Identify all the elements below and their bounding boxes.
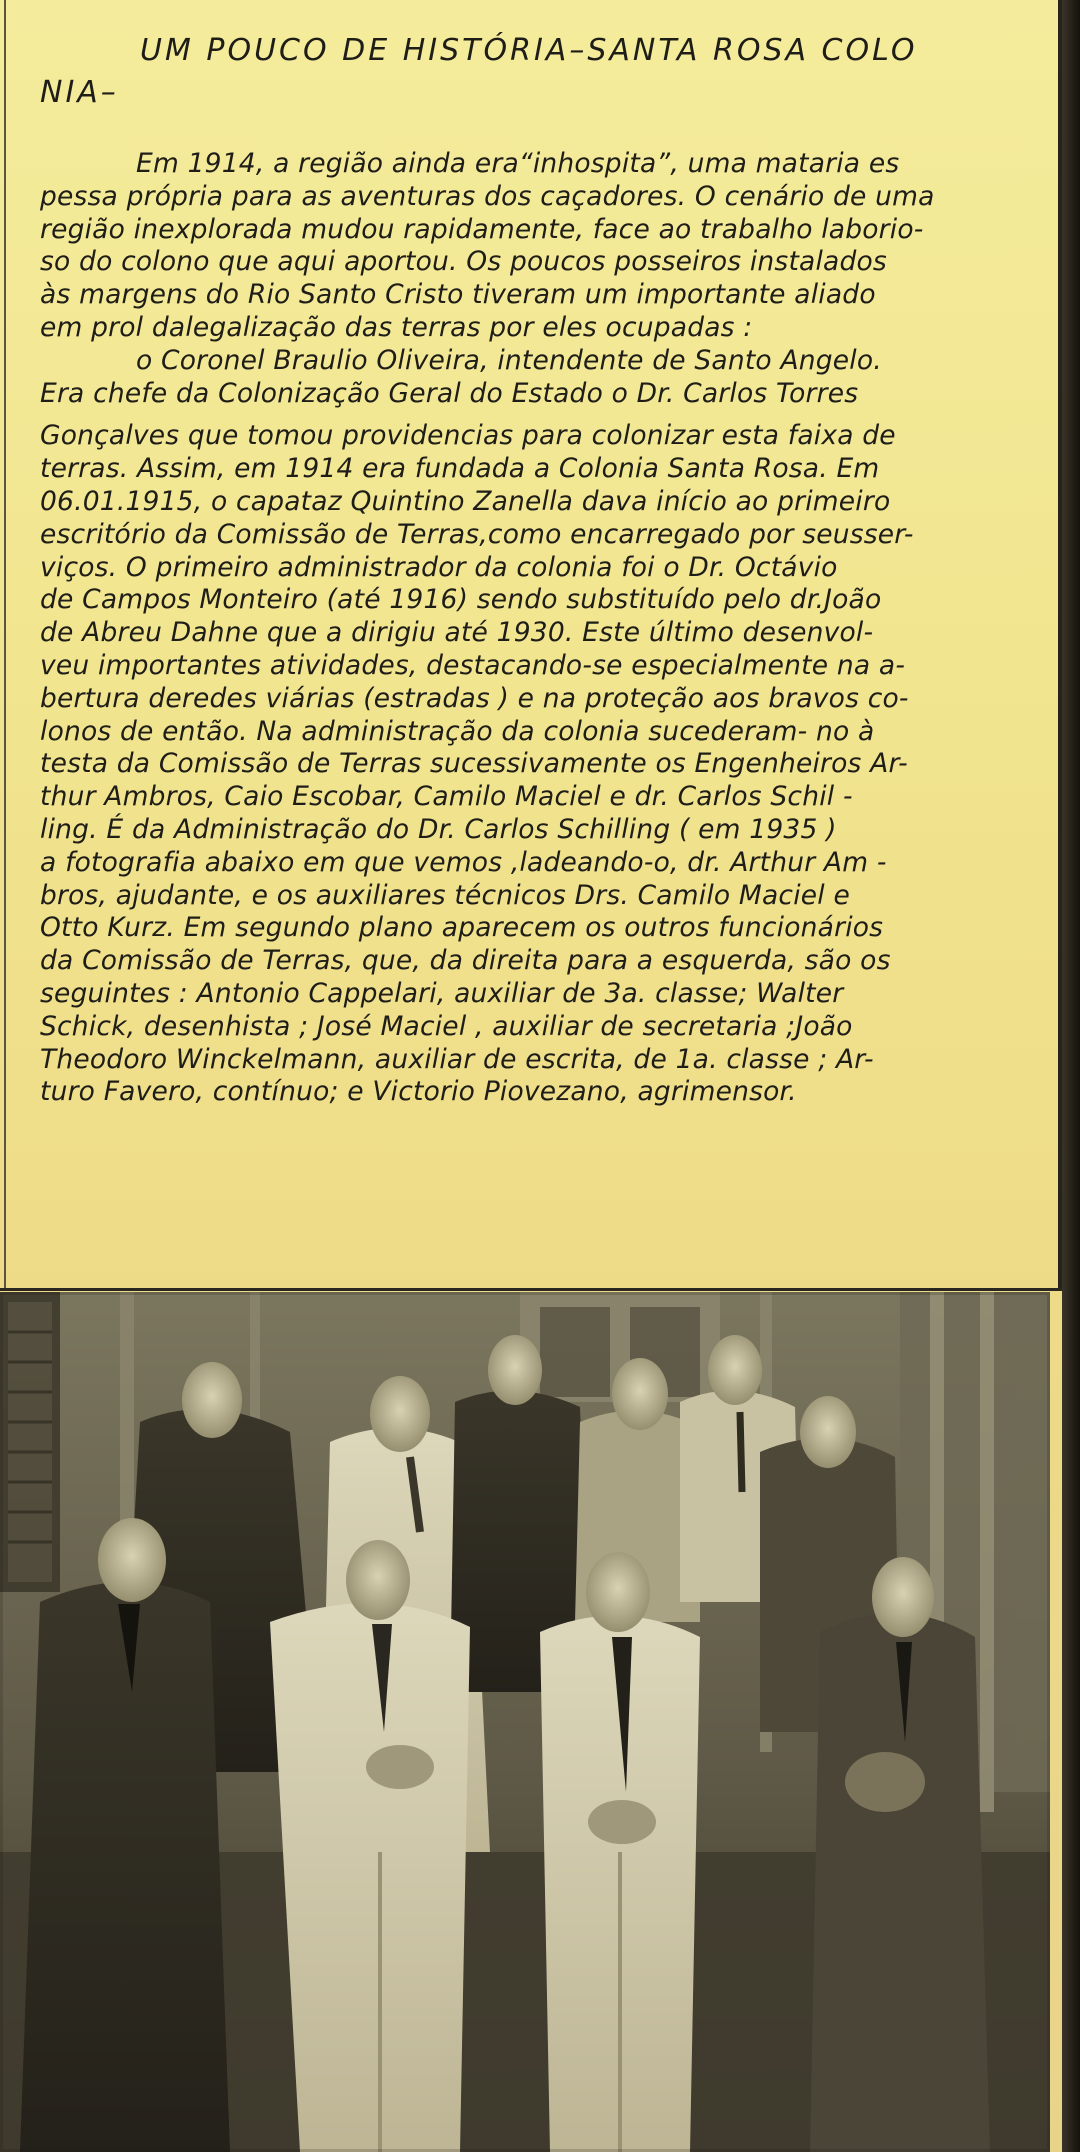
background-edge [1062, 0, 1080, 2152]
body-line: ling. É da Administração do Dr. Carlos Schilling ( em 1935 ) [40, 813, 837, 845]
body-line: da Comissão de Terras, que, da direita para a esquerda, são os [40, 945, 891, 977]
headline-line-2: NIA– [40, 75, 119, 110]
body-line: Em 1914, a região ainda era“inhospita”, uma mataria es [136, 148, 900, 179]
body-line: Otto Kurz. Em segundo plano aparecem os outros funcionários [40, 912, 884, 944]
body-line: terras. Assim, em 1914 era fundada a Colonia Santa Rosa. Em [40, 453, 880, 485]
body-line: so do colono que aqui aportou. Os poucos posseiros instalados [40, 246, 887, 278]
body-line: bertura deredes viárias (estradas ) e na proteção aos bravos co- [40, 682, 909, 714]
headline [40, 30, 1040, 114]
body-line: de Campos Monteiro (até 1916) sendo substituído pelo dr.João [40, 584, 882, 616]
body-line: viços. O primeiro administrador da colonia foi o Dr. Octávio [40, 551, 838, 583]
body-line: a fotografia abaixo em que vemos ,ladeando-o, dr. Arthur Am - [40, 846, 887, 878]
body-line: de Abreu Dahne que a dirigiu até 1930. Este último desenvol- [40, 617, 874, 649]
article-body [40, 148, 1040, 1109]
body-line: às margens do Rio Santo Cristo tiveram um importante aliado [40, 279, 876, 311]
body-line: thur Ambros, Caio Escobar, Camilo Maciel e dr. Carlos Schil - [40, 781, 853, 813]
group-photo-illustration [0, 1292, 1050, 2152]
body-line: 06.01.1915, o capataz Quintino Zanella dava início ao primeiro [40, 485, 891, 517]
article [40, 30, 1040, 1109]
body-line: Gonçalves que tomou providencias para colonizar esta faixa de [40, 420, 896, 452]
body-line: testa da Comissão de Terras sucessivamente os Engenheiros Ar- [40, 748, 908, 780]
body-line: Theodoro Winckelmann, auxiliar de escrita, de 1a. classe ; Ar- [40, 1043, 874, 1075]
body-line: seguintes : Antonio Cappelari, auxiliar de 3a. classe; Walter [40, 977, 844, 1009]
headline-line-1: UM POUCO DE HISTÓRIA–SANTA ROSA COLO [140, 33, 918, 68]
frame-line-left [4, 0, 6, 1290]
body-line: veu importantes atividades, destacando-se especialmente na a- [40, 649, 906, 681]
body-line: Era chefe da Colonização Geral do Estado o Dr. Carlos Torres [40, 377, 859, 409]
body-line: turo Favero, contínuo; e Victorio Piovezano, agrimensor. [40, 1076, 797, 1108]
body-line: pessa própria para as aventuras dos caçadores. O cenário de uma [40, 180, 935, 212]
body-line: o Coronel Braulio Oliveira, intendente de Santo Angelo. [136, 344, 882, 376]
group-photograph [0, 1292, 1050, 2152]
body-line: bros, ajudante, e os auxiliares técnicos Drs. Camilo Maciel e [40, 879, 850, 911]
body-line: Schick, desenhista ; José Maciel , auxiliar de secretaria ;João [40, 1010, 853, 1042]
photo-divider [0, 1288, 1062, 1291]
body-line: região inexplorada mudou rapidamente, face ao trabalho laborio- [40, 213, 924, 245]
body-line: em prol dalegalização das terras por eles ocupadas : [40, 311, 753, 343]
body-line: lonos de então. Na administração da colonia sucederam- no à [40, 715, 875, 747]
body-line: escritório da Comissão de Terras,como encarregado por seusser- [40, 518, 914, 550]
